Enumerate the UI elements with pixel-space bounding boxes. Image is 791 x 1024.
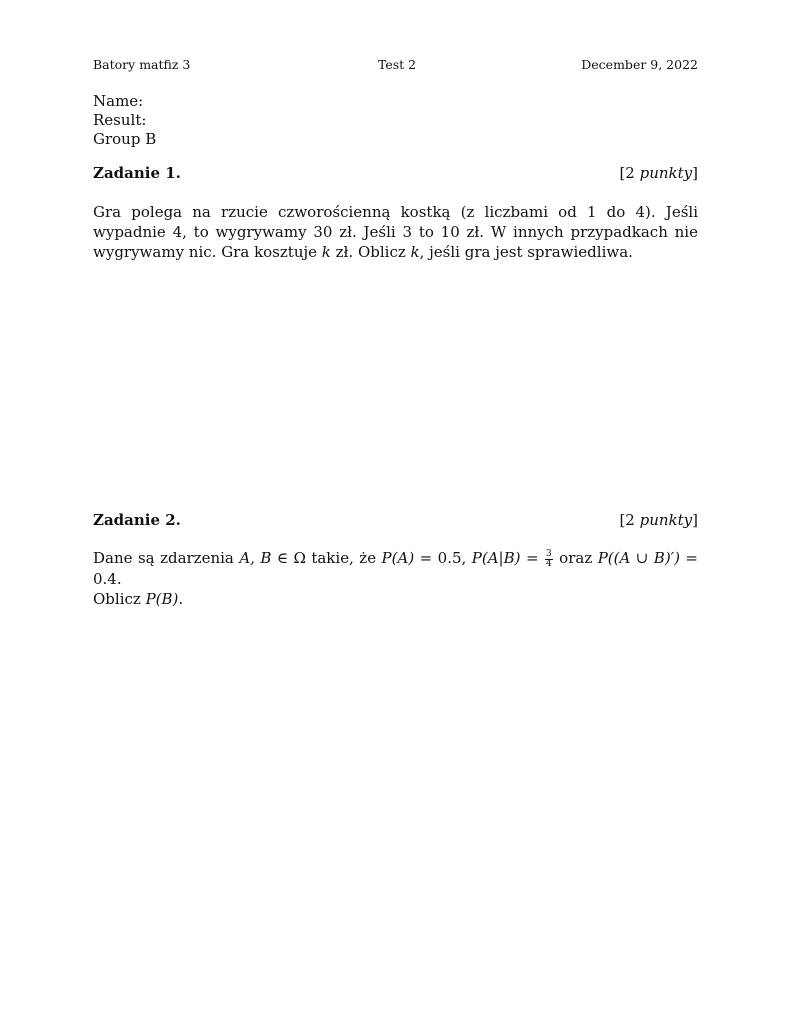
task-1-title: Zadanie 1. (93, 164, 181, 182)
task-2-line-2 (93, 589, 698, 609)
test-date: December 9, 2022 (581, 57, 698, 72)
task-1-points-word: punkty (639, 164, 693, 182)
task-2-text-6: = 0.4. (93, 549, 698, 588)
task-2-points-close: ] (692, 511, 698, 529)
page-header (93, 57, 698, 75)
task-2-prob-a-given-b: P(A|B) (471, 549, 521, 567)
group-label: Group B (93, 130, 157, 148)
course-name: Batory matfiz 3 (93, 57, 191, 72)
test-title: Test 2 (378, 57, 417, 72)
task-2-header (93, 511, 698, 533)
task-2-text-3: = 0.5, (414, 549, 472, 567)
task-2-events: A, B (239, 549, 272, 567)
task-1-var-k-2: k (410, 243, 420, 261)
name-label: Name: (93, 92, 144, 110)
task-2-title: Zadanie 2. (93, 511, 181, 529)
task-2-points (619, 511, 698, 529)
task-1-points-close: ] (692, 164, 698, 182)
fraction-numerator: 3 (545, 548, 552, 559)
task-1-points (619, 164, 698, 182)
task-1-points-open: [2 (619, 164, 640, 182)
task-2-prob-b: P(B) (145, 589, 179, 608)
task-1-header (93, 164, 698, 186)
fraction-denominator: 4 (545, 558, 552, 569)
task-2-prob-union-complement: P((A ∪ B)′) (597, 549, 680, 567)
task-2-text-7: Oblicz (93, 589, 146, 608)
task-2-fraction (545, 550, 553, 569)
task-1-var-k: k (321, 243, 331, 261)
task-2-points-word: punkty (639, 511, 693, 529)
task-1-text-mid: zł. Oblicz (330, 243, 411, 261)
task-2-text-4: = (520, 549, 544, 567)
task-2-text-5: oraz (553, 549, 598, 567)
task-2-text-8: . (178, 589, 184, 608)
task-1-body (93, 202, 698, 262)
task-2-points-open: [2 (619, 511, 640, 529)
student-info (93, 92, 156, 149)
task-1-text: Gra polega na rzucie czworościenną kostką (z liczbami od 1 do 4). Jeśli wypadnie 4, to wygrywamy 30 zł. Jeśli 3 to 10 zł. W innych przypadkach nie wygrywamy nic. Gra kosztuje (93, 203, 698, 261)
task-2-line-1 (93, 548, 698, 589)
task-1-text-end: , jeśli gra jest sprawiedliwa. (419, 243, 633, 261)
task-2-body (93, 548, 698, 609)
task-2-text-2: ∈ Ω takie, że (271, 549, 382, 567)
result-label: Result: (93, 111, 147, 129)
task-2-text-1: Dane są zdarzenia (93, 549, 240, 567)
task-2-prob-a: P(A) (381, 549, 415, 567)
